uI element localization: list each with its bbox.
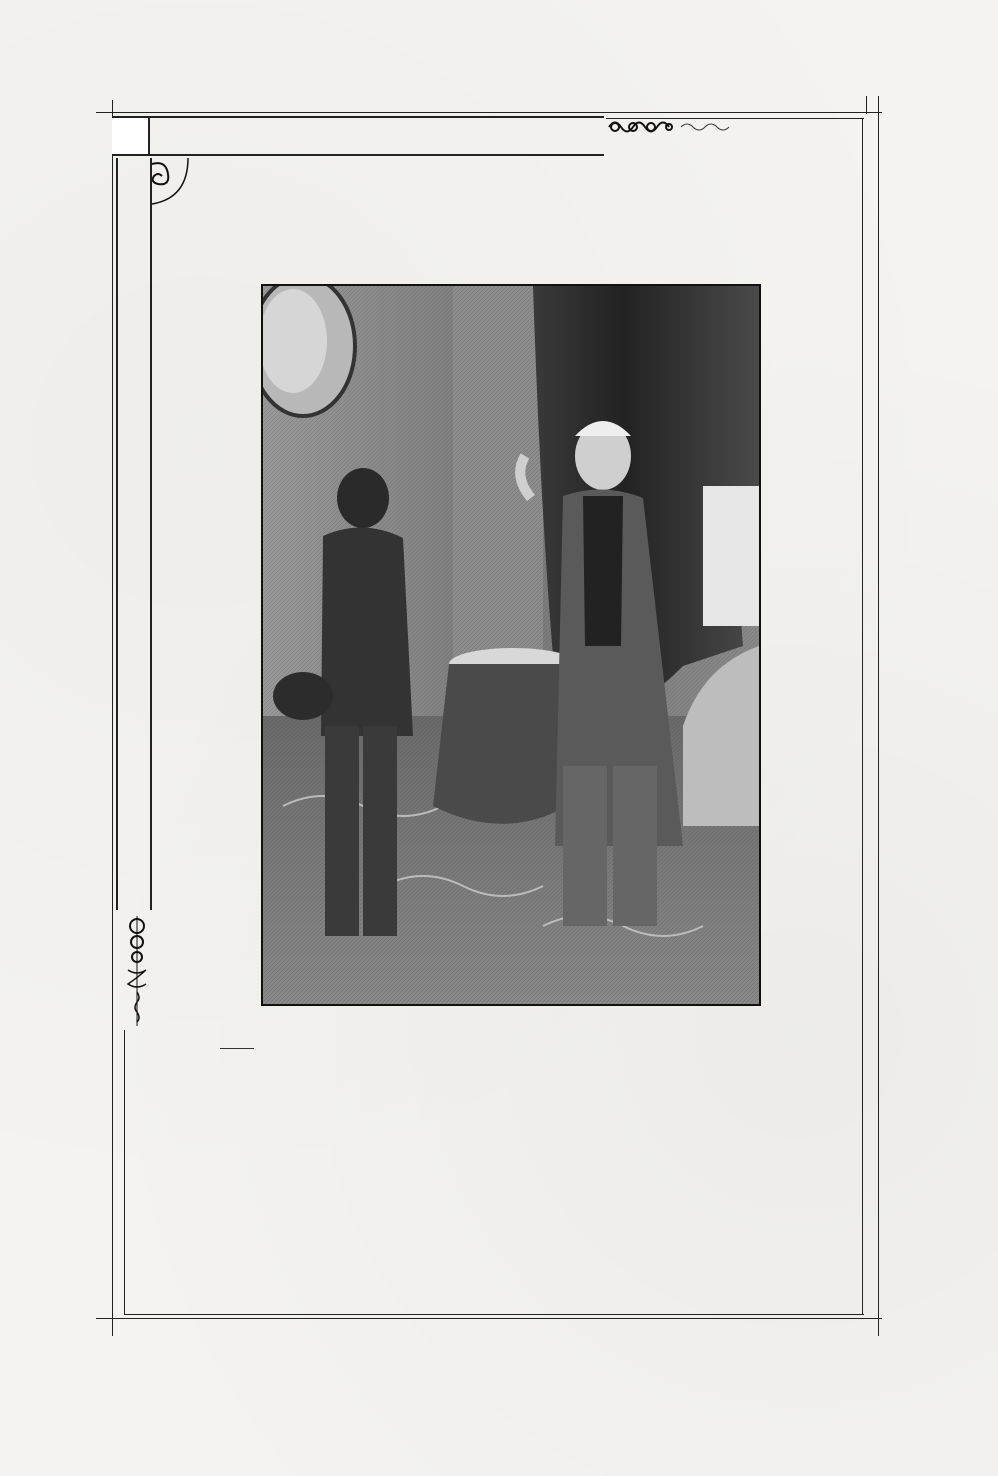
frame-bottom-inner	[124, 1314, 864, 1315]
frame-vertical-tick	[866, 96, 867, 114]
frame-left-outer	[112, 100, 113, 1336]
frame-left-lower	[124, 1030, 125, 1314]
side-ornament-band	[116, 158, 152, 910]
scroll-ornament-top	[605, 116, 735, 138]
caption-dash	[220, 1048, 254, 1049]
frame-right-outer	[878, 96, 879, 1336]
footer	[176, 1330, 830, 1354]
curl-ornament-corner	[148, 156, 196, 206]
top-ornament-band	[112, 116, 604, 156]
frame-right-inner	[862, 118, 863, 1314]
frame-top-outer	[96, 112, 882, 113]
illustration-caption	[220, 1036, 818, 1058]
engraving-illustration	[261, 284, 761, 1006]
scroll-ornament-side	[120, 912, 154, 1030]
frame-bottom-outer	[96, 1318, 882, 1319]
